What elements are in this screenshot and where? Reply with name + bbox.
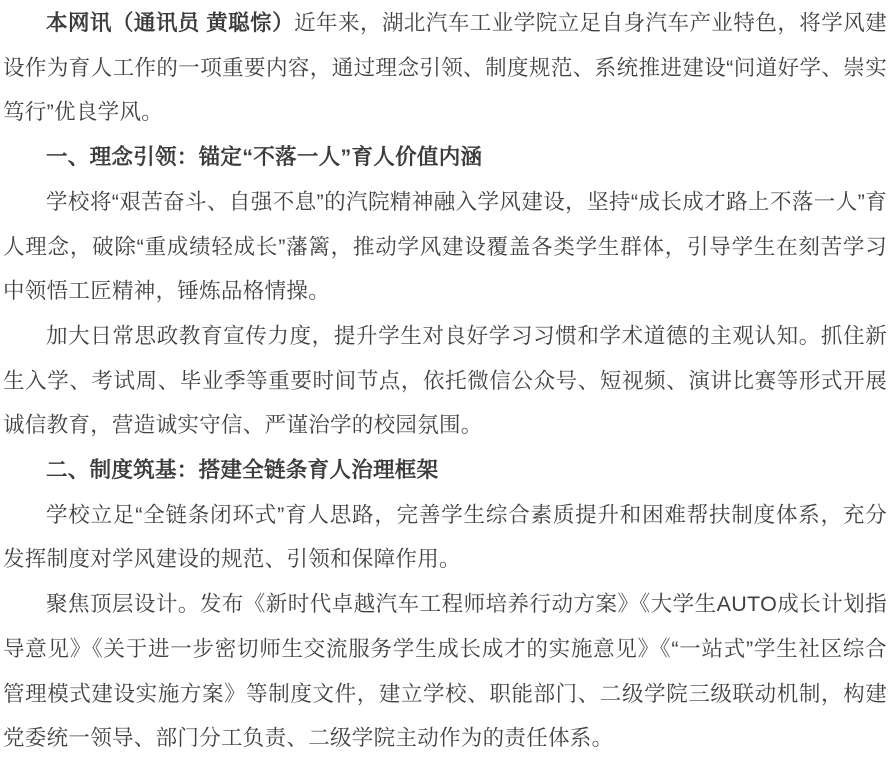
intro-paragraph xyxy=(3,1,887,135)
section-heading-1: 一、理念引领：锚定“不落一人”育人价值内涵 xyxy=(46,145,483,170)
byline-lead: 本网讯（通讯员 黄聪悰） xyxy=(46,11,295,35)
intro-paragraph-text: 近年来，湖北汽车工业学院立足自身汽车产业特色，将学风建设作为育人工作的一项重要内容，通过理念引领、制度规范、系统推进建设“问道好学、崇实笃行”优良学风。 xyxy=(3,11,887,125)
paragraph-3: 加大日常思政教育宣传力度，提升学生对良好学习习惯和学术道德的主观认知。抓住新生入学、考试周、毕业季等重要时间节点，依托微信公众号、短视频、演讲比赛等形式开展诚信教育，营造诚实守信、严谨治学的校园氛围。 xyxy=(3,323,887,438)
paragraph-5: 聚焦顶层设计。发布《新时代卓越汽车工程师培养行动方案》《大学生AUTO成长计划指导意见》《关于进一步密切师生交流服务学生成长成才的实施意见》《“一站式”学生社区综合管理模式建设实施方案》等制度文件，建立学校、职能部门、二级学院三级联动机制，构建党委统一领导、部门分工负责、二级学院主动作为的责任体系。 xyxy=(3,592,887,751)
section-heading-2: 二、制度筑基：搭建全链条育人治理框架 xyxy=(46,458,439,483)
paragraph-2: 学校将“艰苦奋斗、自强不息”的汽院精神融入学风建设，坚持“成长成才路上不落一人”育人理念，破除“重成绩轻成长”藩篱，推动学风建设覆盖各类学生群体，引导学生在刻苦学习中领悟工匠精神，锤炼品格情操。 xyxy=(3,189,887,304)
paragraph-4: 学校立足“全链条闭环式”育人思路，完善学生综合素质提升和困难帮扶制度体系，充分发挥制度对学风建设的规范、引领和保障作用。 xyxy=(3,502,887,572)
